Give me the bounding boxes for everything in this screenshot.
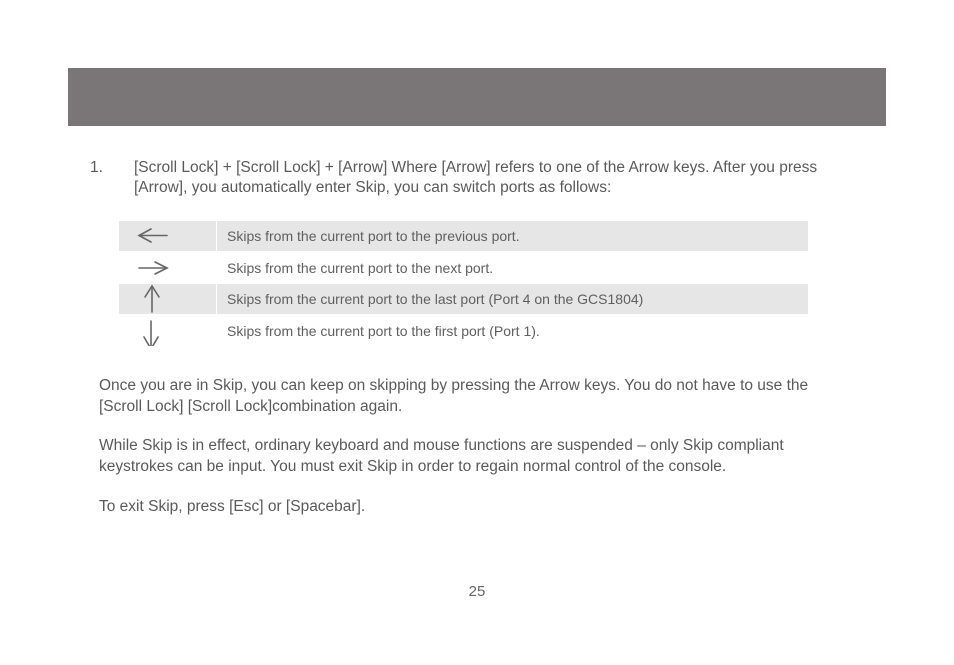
key-row-left (119, 221, 808, 251)
step-text: [Scroll Lock] + [Scroll Lock] + [Arrow] Where [Arrow] refers to one of the Arrow keys. After you press [Arrow], you automatically enter Skip, you can switch ports as follows: (134, 159, 818, 196)
key-row-down (119, 316, 808, 346)
key-row-up (119, 284, 808, 314)
key-row-right (119, 253, 808, 283)
key-desc-up: Skips from the current port to the last port (Port 4 on the GCS1804) (217, 284, 808, 314)
paragraph-keep-skipping: Once you are in Skip, you can keep on skipping by pressing the Arrow keys. You do not have to use the [Scroll Lock] [Scroll Lock]combination again. (99, 377, 809, 415)
header-bar (68, 68, 886, 126)
arrow-key-table (119, 221, 808, 347)
key-desc-left: Skips from the current port to the previous port. (217, 221, 808, 251)
key-desc-down: Skips from the current port to the first port (Port 1). (227, 322, 540, 339)
paragraph-skip-in-effect: While Skip is in effect, ordinary keyboard and mouse functions are suspended – only Skip compliant keystrokes can be input. You must exit Skip in order to regain normal control of the console. (99, 437, 784, 475)
right-arrow-icon (119, 253, 216, 283)
key-desc-right: Skips from the current port to the next port. (227, 259, 494, 276)
step-number: 1. (90, 159, 103, 176)
down-arrow-icon (119, 316, 216, 346)
page-number: 25 (468, 583, 486, 600)
left-arrow-icon (119, 221, 216, 251)
up-arrow-icon (119, 284, 216, 314)
paragraph-exit-skip: To exit Skip, press [Esc] or [Spacebar]. (99, 498, 366, 515)
